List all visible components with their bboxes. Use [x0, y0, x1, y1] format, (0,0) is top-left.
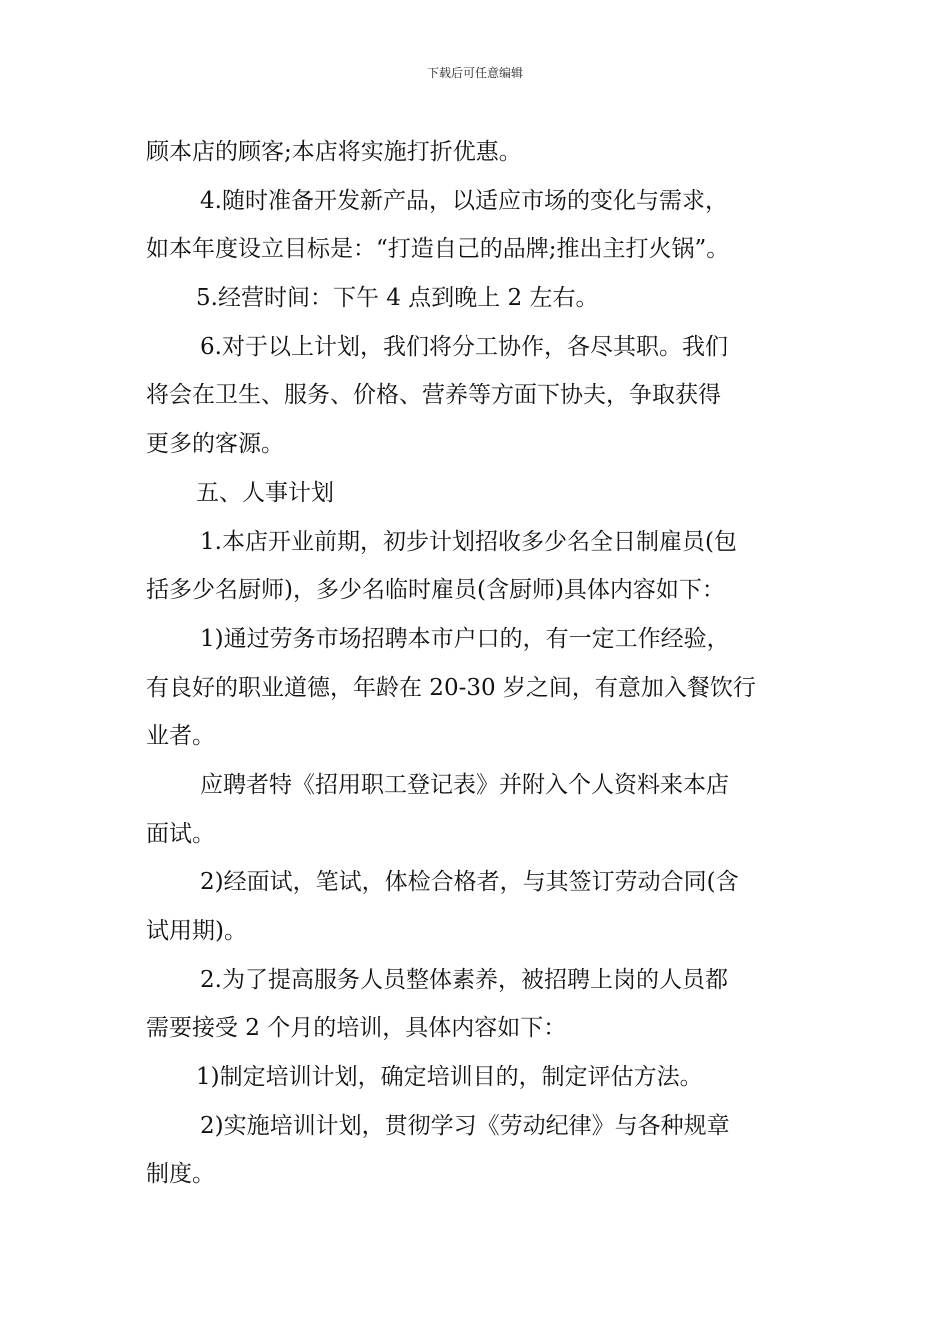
- paragraph-line: 应聘者特《招用职工登记表》并附入个人资料来本店: [200, 771, 729, 798]
- paragraph-line: 试用期)。: [146, 918, 247, 944]
- paragraph-line: 更多的客源。: [146, 431, 284, 458]
- section-heading: 五、人事计划: [196, 479, 334, 506]
- paragraph-line: 1.本店开业前期，初步计划招收多少名全日制雇员(包: [200, 528, 737, 555]
- paragraph-line: 2)实施培训计划，贯彻学习《劳动纪律》与各种规章: [200, 1112, 730, 1139]
- paragraph-line: 5.经营时间：下午 4 点到晚上 2 左右。: [196, 285, 599, 312]
- paragraph-line: 1)制定培训计划，确定培训目的，制定评估方法。: [196, 1064, 703, 1091]
- page-header: 下载后可任意编辑: [426, 66, 523, 80]
- paragraph-line: 如本年度设立目标是：“打造自己的品牌;推出主打火锅”。: [146, 236, 730, 263]
- paragraph-line: 面试。: [146, 820, 215, 847]
- paragraph-line: 2.为了提高服务人员整体素养，被招聘上岗的人员都: [200, 966, 728, 993]
- document-body: [146, 128, 818, 1199]
- paragraph-line: 业者。: [146, 723, 215, 750]
- paragraph-line: 需要接受 2 个月的培训，具体内容如下：: [146, 1015, 567, 1042]
- paragraph-line: 制度。: [146, 1161, 215, 1188]
- paragraph-line: 括多少名厨师)，多少名临时雇员(含厨师)具体内容如下：: [146, 577, 725, 604]
- paragraph-line: 有良好的职业道德，年龄在 20-30 岁之间，有意加入餐饮行: [146, 674, 756, 701]
- paragraph-line: 顾本店的顾客;本店将实施打折优惠。: [146, 139, 522, 165]
- paragraph-line: 4.随时准备开发新产品，以适应市场的变化与需求，: [200, 187, 728, 214]
- paragraph-line: 将会在卫生、服务、价格、营养等方面下协夫，争取获得: [146, 382, 721, 409]
- paragraph-line: 1)通过劳务市场招聘本市户口的，有一定工作经验，: [200, 625, 730, 652]
- paragraph-line: 6.对于以上计划，我们将分工协作，各尽其职。我们: [200, 333, 728, 360]
- paragraph-line: 2)经面试，笔试，体检合格者，与其签订劳动合同(含: [200, 869, 739, 896]
